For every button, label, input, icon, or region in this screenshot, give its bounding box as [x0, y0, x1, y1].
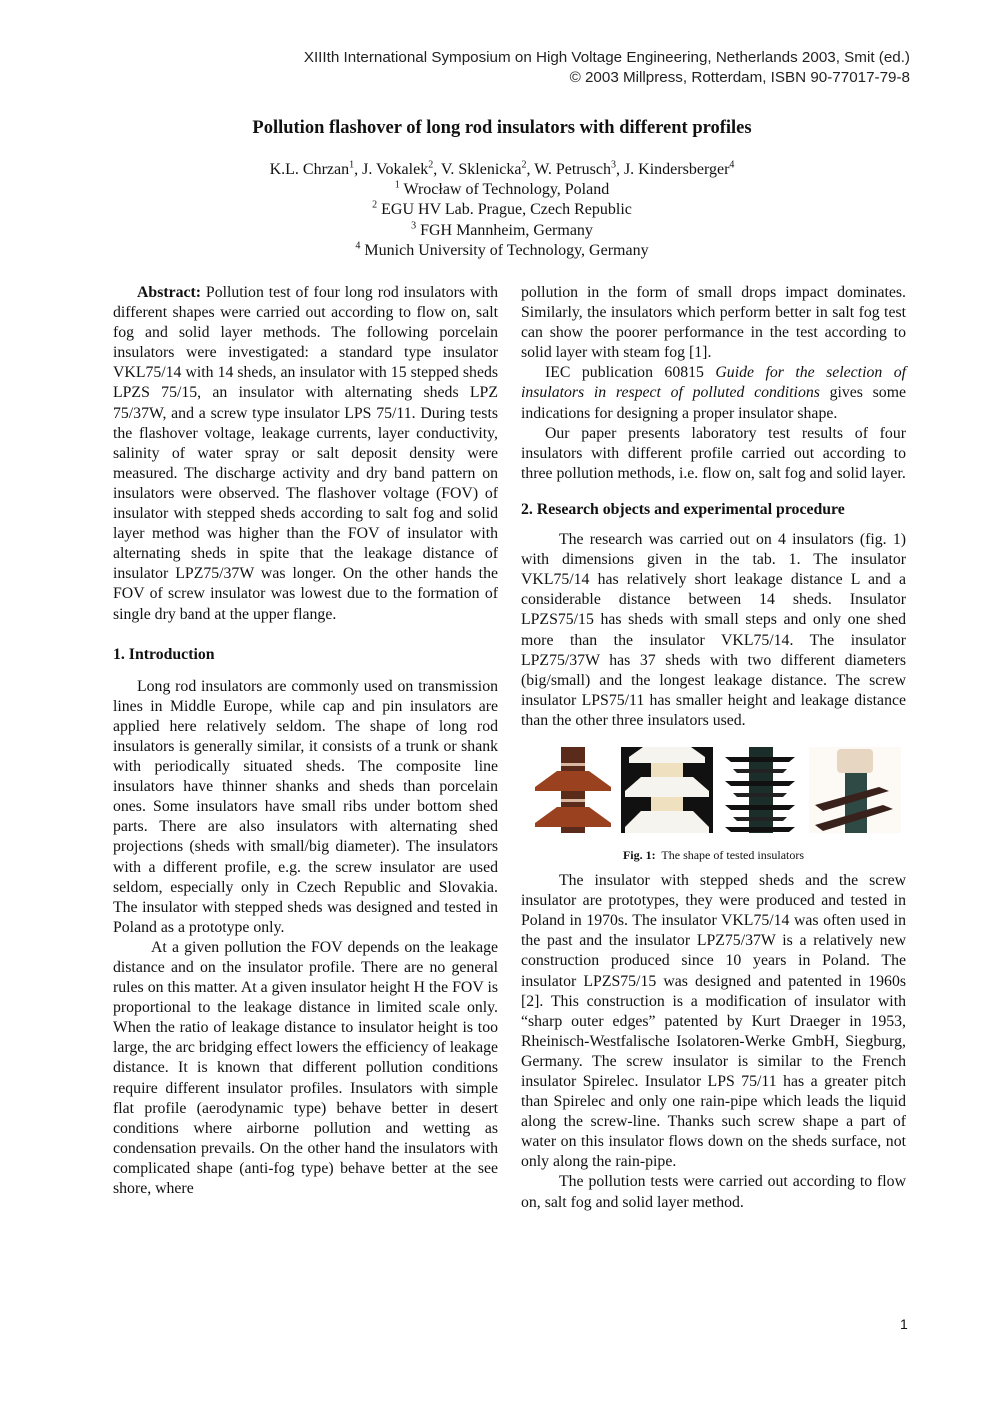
- author: W. Petrusch: [534, 161, 611, 178]
- affiliation-text: FGH Mannheim, Germany: [420, 221, 593, 239]
- paragraph: [521, 363, 906, 423]
- affiliation-mark: 2: [521, 159, 527, 171]
- author: J. Vokalek: [362, 161, 429, 178]
- figure-caption-text: The shape of tested insulators: [661, 847, 805, 862]
- affiliation: [0, 200, 1004, 220]
- author-block: [0, 160, 1004, 261]
- paragraph-continued: pollution in the form of small drops impact dominates. Similarly, the insulators which perform better in salt fog test can show the poorer performance in the test according to solid layer with steam fog [1].: [521, 284, 906, 362]
- figure-caption: [521, 845, 906, 865]
- affiliation-text: Munich University of Technology, Germany: [364, 241, 649, 259]
- conference-header: [304, 48, 910, 88]
- right-column: [521, 283, 906, 1213]
- figure-insulators: [521, 747, 906, 837]
- affiliation-mark: 4: [729, 159, 735, 171]
- affiliation: [0, 241, 1004, 261]
- abstract-label: Abstract:: [137, 284, 202, 301]
- conference-line: XIIIth International Symposium on High Voltage Engineering, Netherlands 2003, Smit (ed.): [303, 49, 910, 66]
- left-column: [113, 283, 498, 1199]
- section-heading-research: 2. Research objects and experimental procedure: [521, 500, 845, 518]
- author: V. Sklenicka: [440, 161, 522, 178]
- paragraph: The pollution tests were carried out according to flow on, salt fog and solid layer method.: [521, 1173, 906, 1211]
- author: K.L. Chrzan: [269, 161, 350, 178]
- paragraph: At a given pollution the FOV depends on the leakage distance and on the insulator profile. There are no general rules on this matter. At a given insulator height H the FOV is proportional to the leakage distance in limited scale only. When the ratio of leakage distance to insulator height is too large, the arc bridging effect lowers the efficiency of leakage distance. It is known that different pollution conditions require different insulator profiles. Insulators with simple flat profile (aerodynamic type) behave better in desert conditions where airborne pollution and wetting as condensation prevails. On the other hand the insulators with complicated shape (anti-fog type) behave better at the see shore, where: [113, 938, 498, 1198]
- figure-label: Fig. 1:: [622, 847, 656, 862]
- text: IEC publication 60815: [545, 364, 716, 382]
- affiliation-num: 3: [411, 220, 417, 232]
- abstract: [113, 283, 498, 625]
- author-list: K.L. Chrzan$^1$, J. Vokalek$^2$, V. Sklenicka$^2$, W. Petrusch$^3$, J. Kindersberger$^4$: [269, 159, 735, 178]
- page-number: 1: [900, 1316, 908, 1332]
- text: gives some indications for designing a proper insulator shape.: [521, 384, 906, 422]
- insulator-image-white-stepped: [621, 747, 713, 833]
- affiliation-num: 2: [372, 200, 378, 212]
- abstract-text: Pollution test of four long rod insulators with different shapes were carried out according to flow on, salt fog and solid layer methods. The following porcelain insulators were investigated: a standard type insulator VKL75/14 with 14 sheds, an insulator with 15 stepped sheds LPZS 75/15, an insulator with alternating sheds LPZ 75/37W, and a screw type insulator LPS 75/11. During tests the flashover voltage, leakage currents, layer conductivity, salinity of water spray or salt deposit density were measured. The discharge activity and dry band pattern on insulators were observed. The flashover voltage (FOV) of insulator with stepped sheds according to salt fog and solid layer method was higher than the FOV of insulator with alternating sheds in spite that the leakage distance of insulator LPZ75/37W was longer. On the other hands the FOV of screw insulator was lowest due to the formation of single dry band at the upper flange.: [113, 284, 498, 623]
- insulator-image-brown: [527, 747, 619, 833]
- section-heading-introduction: 1. Introduction: [113, 645, 215, 663]
- affiliation-mark: 1: [349, 159, 355, 171]
- affiliation-num: 4: [355, 240, 361, 252]
- insulator-image-screw: [809, 747, 901, 833]
- paragraph: Long rod insulators are commonly used on transmission lines in Middle Europe, while cap and pin insulators are applied here relatively seldom. The shape of long rod insulators is generally similar, it consists of a trunk or shank with periodically situated sheds. The composite line insulators have thinner shanks and sheds than porcelain ones. Some insulators have small ribs under bottom shed parts. There are also insulators with alternating shed projections (sheds with small/big diameter). The insulators with a different profile, e.g. the screw insulator are used seldom, especially only in Czech Republic and Slovakia. The insulator with stepped sheds was designed and tested in Poland as a prototype only.: [113, 677, 498, 936]
- affiliation-mark: 3: [610, 159, 616, 171]
- paragraph: The research was carried out on 4 insulators (fig. 1) with dimensions given in the tab. 1. The insulator VKL75/14 has relatively short leakage distance L and a considerable distance between 14 sheds. Insulator LPZS75/15 has sheds with small steps and only one shed more than the insulator VKL75/14. The insulator LPZ75/37W has 37 sheds with two different diameters (big/small) and the longest leakage distance. The screw insulator LPS75/11 has smaller height and leakage distance than the other three insulators used.: [521, 531, 906, 729]
- affiliation: [0, 180, 1004, 200]
- copyright-line: © 2003 Millpress, Rotterdam, ISBN 90-77017-79-8: [569, 69, 910, 86]
- affiliation-mark: 2: [428, 159, 434, 171]
- iec-guide-title: Guide for the selection of insulators in respect of polluted conditions: [521, 364, 906, 402]
- paragraph: The insulator with stepped sheds and the screw insulator are prototypes, they were produced and tested in Poland in 1970s. The insulator VKL75/14 was often used in the past and the insulator LPZ75/37W is a relatively new construction produced since 10 years in Poland. The insulator LPZS75/15 was designed and patented in 1960s [2]. This construction is a modification of insulator with “sharp outer edges” patented by Kurt Draeger in 1953, Rheinisch-Westfalische Isolatoren-Werke GmbH, Siegburg, Germany. The screw insulator is similar to the French insulator Spirelec. Insulator LPS 75/11 has a greater pitch than Spirelec and only one rain-pipe which leads the liquid along the screw-line. Thanks such screw shape a part of water on this insulator flows down on the sheds surface, not only along the rain-pipe.: [521, 872, 906, 1171]
- affiliation-num: 1: [394, 179, 400, 191]
- paragraph: Our paper presents laboratory test results of four insulators with different profile carried out according to three pollution methods, i.e. flow on, salt fog and solid layer.: [521, 424, 906, 482]
- insulator-image-dark-alternating: [715, 747, 807, 833]
- paper-title: Pollution flashover of long rod insulators with different profiles: [252, 118, 752, 138]
- affiliation-text: Wrocław of Technology, Poland: [403, 181, 610, 199]
- affiliation-text: EGU HV Lab. Prague, Czech Republic: [381, 201, 632, 219]
- author: J. Kindersberger: [623, 161, 730, 178]
- affiliation: [0, 221, 1004, 241]
